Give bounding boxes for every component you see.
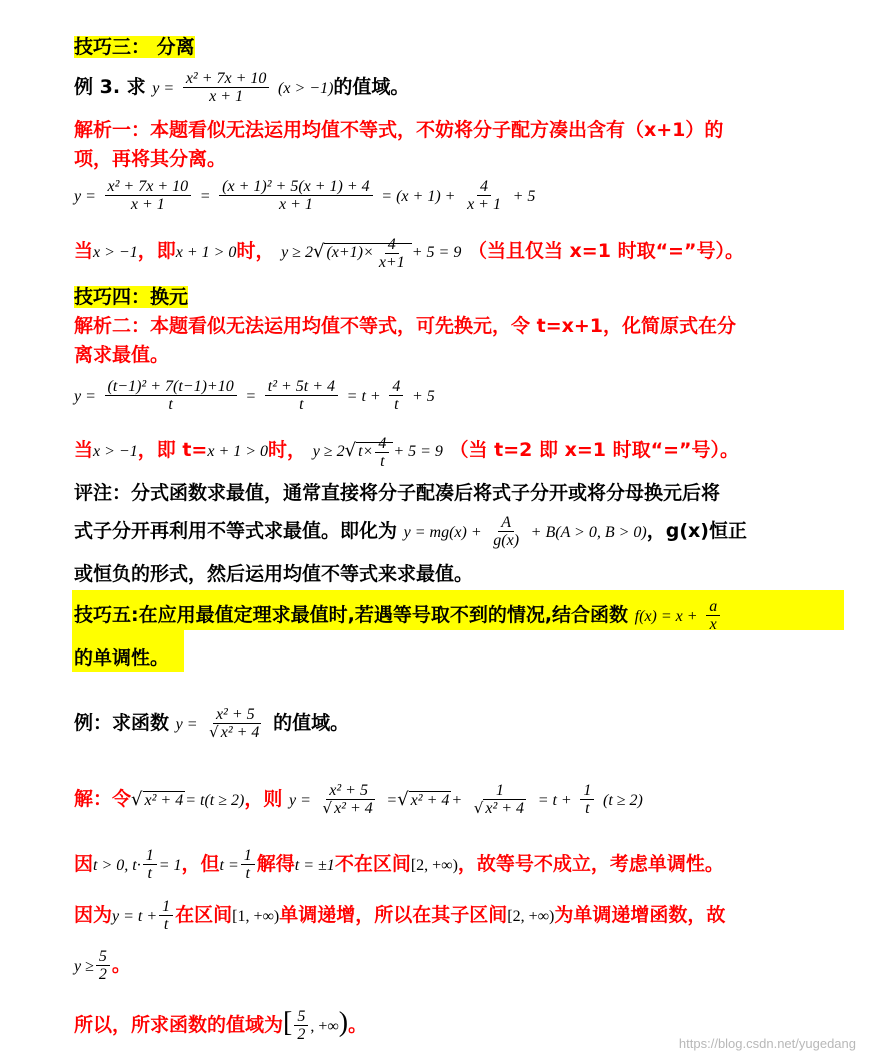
solution2-line2: 离求最值。: [74, 344, 170, 366]
tip4-heading: 技巧四：换元: [74, 286, 189, 308]
because-line2: 因为y = t + $\frac{1}{t}$ 在区间[1, +∞)单调递增，所以在其子区间[2, +∞)为单调递增函数，故: [74, 898, 726, 933]
solution1-line1: 解析一：本题看似无法运用均值不等式，不妨将分子配方凑出含有（x+1）的: [74, 119, 724, 141]
note-line1: 评注：分式函数求最值，通常直接将分子配凑后将式子分开或将分母换元后将: [74, 482, 721, 504]
solution-line: 解：令√ x² + 4 = t(t ≥ 2)，则 y = $\frac{\text{x² + 5}}{\text{√ x² + 4}}$ =√ x² + 4 + $\frac{1}{\text{√ x² + 4}}$ = t + $\frac{1}{t}$ (t ≥ 2): [74, 782, 643, 817]
solution2-line1: 解析二：本题看似无法运用均值不等式，可先换元，令 t=x+1，化简原式在分: [74, 315, 737, 337]
note-line3: 或恒负的形式，然后运用均值不等式来求最值。: [74, 563, 474, 585]
final-answer: 所以，所求函数的值域为[ $\frac{5}{2}$ , +∞)。: [74, 1007, 368, 1043]
tip5-line1: 技巧五:在应用最值定理求最值时,若遇等号取不到的情况,结合函数 f(x) = x + $\frac{a}{x}$: [74, 598, 852, 633]
solution1-line2: 项，再将其分离。: [74, 148, 227, 170]
solution1-condition: 当x > −1，即x + 1 > 0时， y ≥ 2√ (x+1)× $\frac{4}{x+1}$ + 5 = 9 （当且仅当 x=1 时取“=”号）。: [74, 236, 744, 271]
conclusion-inequality: y ≥ $\frac{5}{2}$ 。: [74, 948, 131, 983]
solution2-derivation: y = $\frac{\text{(t−1)² + 7(t−1)+10}}{t}$ = $\frac{\text{t² + 5t + 4}}{t}$ = t + $\frac{4}{t}$ + 5: [74, 378, 435, 413]
because-line1: 因t > 0, t· $\frac{1}{t}$ = 1，但t = $\frac{1}{t}$ 解得t = ±1不在区间[2, +∞)，故等号不成立，考虑单调性。: [74, 847, 724, 882]
example3-fraction: $\frac{\text{x² + 7x + 10}}{x + 1}$: [183, 70, 270, 105]
example-line: 例：求函数 y = $\frac{\text{x² + 5}}{\text{√ x² + 4}}$ 的值域。: [74, 706, 350, 741]
solution1-derivation: y = $\frac{\text{x² + 7x + 10}}{x + 1}$ = $\frac{\text{(x + 1)² + 5(x + 1) + 4}}{x + 1}$ = (x + 1) + $\frac{4}{x + 1}$ + 5: [74, 178, 536, 213]
tip3-heading: 技巧三： 分离: [74, 36, 195, 58]
watermark-text: https://blog.csdn.net/yugedang: [678, 1036, 856, 1051]
solution2-condition: 当x > −1，即 t=x + 1 > 0时， y ≥ 2√ t× $\frac{4}{t}$ + 5 = 9 （当 t=2 即 x=1 时取“=”号）。: [74, 435, 740, 470]
note-line2: 式子分开再利用不等式求最值。即化为 y = mg(x) + $\frac{A}{g(x)}$ + B(A > 0, B > 0)，g(x)恒正: [74, 514, 747, 549]
tip5-line2: 的单调性。: [74, 647, 170, 669]
example3-line: 例 3. 求 y = $\frac{\text{x² + 7x + 10}}{x + 1}$ (x > −1)的值域。: [74, 70, 410, 105]
